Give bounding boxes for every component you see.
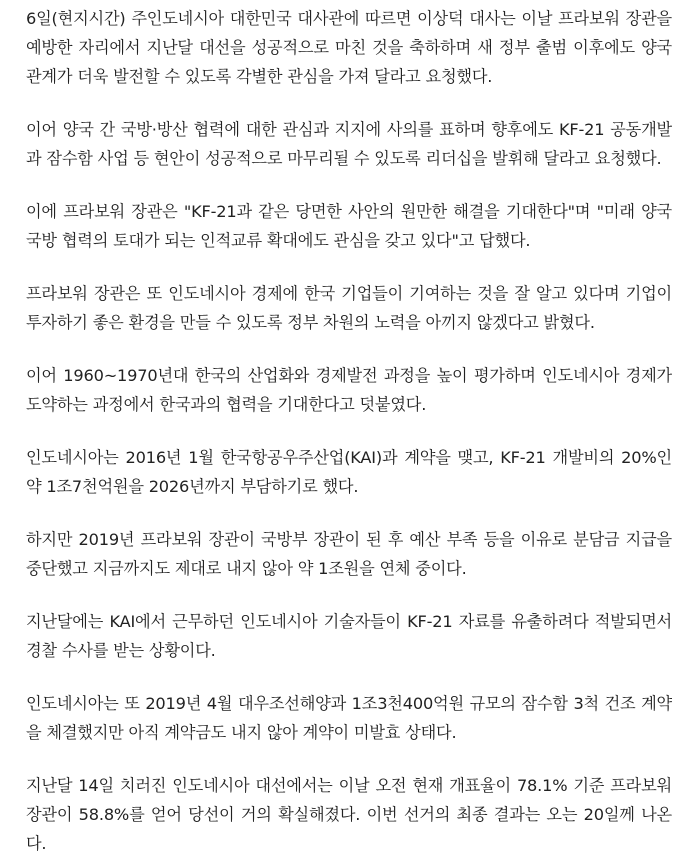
paragraph-10: 지난달 14일 치러진 인도네시아 대선에서는 이날 오전 현재 개표율이 78.1% 기준 프라보워 장관이 58.8%를 얻어 당선이 거의 확실해졌다. 이번 선거의 최종 결과는 오는 20일께 나온다. (26, 776, 672, 853)
paragraph-7: 하지만 2019년 프라보워 장관이 국방부 장관이 된 후 예산 부족 등을 이유로 분담금 지급을 중단했고 지금까지도 제대로 내지 않아 약 1조원을 연체 중이다. (26, 530, 672, 578)
paragraph-6: 인도네시아는 2016년 1월 한국항공우주산업(KAI)과 계약을 맺고, KF-21 개발비의 20%인 약 1조7천억원을 2026년까지 부담하기로 했다. (26, 448, 672, 496)
paragraph-3: 이에 프라보워 장관은 "KF-21과 같은 당면한 사안의 원만한 해결을 기대한다"며 "미래 양국 국방 협력의 토대가 되는 인적교류 확대에도 관심을 갖고 있다"고 답했다. (26, 202, 672, 250)
paragraph-9: 인도네시아는 또 2019년 4월 대우조선해양과 1조3천400억원 규모의 잠수함 3척 건조 계약을 체결했지만 아직 계약금도 내지 않아 계약이 미발효 상태다. (26, 694, 672, 742)
paragraph-2: 이어 양국 간 국방·방산 협력에 대한 관심과 지지에 사의를 표하며 향후에도 KF-21 공동개발과 잠수함 사업 등 현안이 성공적으로 마무리될 수 있도록 리더십을 발휘해 달라고 요청했다. (26, 120, 672, 168)
paragraph-1: 6일(현지시간) 주인도네시아 대한민국 대사관에 따르면 이상덕 대사는 이날 프라보워 장관을 예방한 자리에서 지난달 대선을 성공적으로 마친 것을 축하하며 새 정부 출범 이후에도 양국 관계가 더욱 발전할 수 있도록 각별한 관심을 가져 달라고 요청했다. (26, 9, 672, 86)
paragraph-5: 이어 1960~1970년대 한국의 산업화와 경제발전 과정을 높이 평가하며 인도네시아 경제가 도약하는 과정에서 한국과의 협력을 기대한다고 덧붙였다. (26, 366, 672, 414)
paragraph-4: 프라보워 장관은 또 인도네시아 경제에 한국 기업들이 기여하는 것을 잘 알고 있다며 기업이 투자하기 좋은 환경을 만들 수 있도록 정부 차원의 노력을 아끼지 않겠다고 밝혔다. (26, 284, 672, 332)
paragraph-8: 지난달에는 KAI에서 근무하던 인도네시아 기술자들이 KF-21 자료를 유출하려다 적발되면서 경찰 수사를 받는 상황이다. (26, 612, 672, 660)
